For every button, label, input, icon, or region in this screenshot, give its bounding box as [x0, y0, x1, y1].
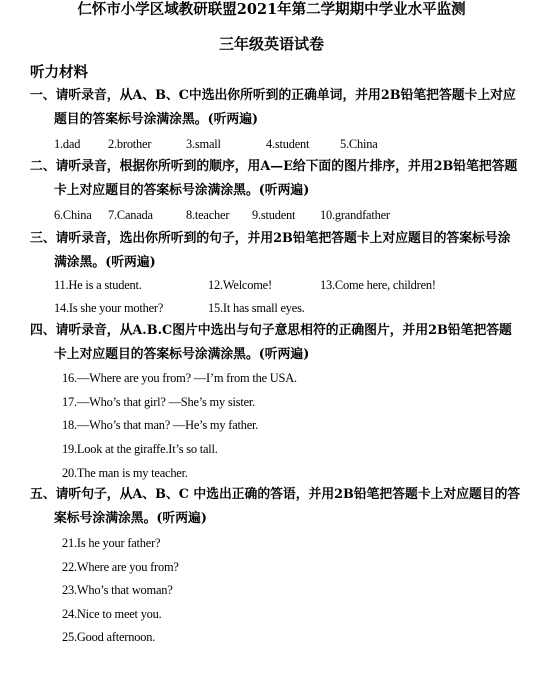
- question-2-instruction: [30, 155, 535, 203]
- q2-item-10: 10.grandfather: [320, 208, 390, 222]
- exam-subtitle: 三年级英语试卷: [218, 35, 324, 53]
- q4-item-18: 18.—Who’s that man? —He’s my father.: [62, 418, 259, 432]
- q3-item-12: 12.Welcome!: [208, 278, 272, 292]
- question-5-instruction: [30, 483, 535, 531]
- q2-item-7: 7.Canada: [108, 208, 153, 222]
- question-4-line-2: 卡上对应题目的答案标号涂满涂黑。(听两遍): [54, 347, 310, 362]
- question-1-line-1: 一、请听录音，从A、B、C中选出你所听到的正确单词，并用2B铅笔把答题卡上对应: [30, 88, 516, 103]
- q2-item-9: 9.student: [252, 208, 296, 222]
- q2-item-6: 6.China: [54, 208, 92, 222]
- q3-item-11: 11.He is a student.: [54, 278, 142, 292]
- q5-item-22: 22.Where are you from?: [62, 560, 179, 574]
- q5-item-24: 24.Nice to meet you.: [62, 607, 162, 621]
- q1-item-4: 4.student: [266, 137, 310, 151]
- q1-item-3: 3.small: [186, 137, 221, 151]
- question-3-line-2: 满涂黑。(听两遍): [54, 255, 156, 270]
- question-2-line-1: 二、请听录音，根据你所听到的顺序，用A—E给下面的图片排序，并用2B铅笔把答题: [30, 159, 518, 174]
- q1-item-1: 1.dad: [54, 137, 81, 151]
- q4-item-20: 20.The man is my teacher.: [62, 466, 188, 480]
- question-3-line-1: 三、请听录音，选出你所听到的句子，并用2B铅笔把答题卡上对应题目的答案标号涂: [30, 231, 511, 246]
- q3-item-14: 14.Is she your mother?: [54, 301, 164, 315]
- q3-item-15: 15.It has small eyes.: [208, 301, 305, 315]
- q5-item-25: 25.Good afternoon.: [62, 630, 156, 644]
- question-5-line-1: 五、请听句子，从A、B、C 中选出正确的答语，并用2B铅笔把答题卡上对应题目的答: [30, 487, 521, 502]
- q3-item-13: 13.Come here, children!: [320, 278, 436, 292]
- question-1-instruction: [30, 84, 535, 132]
- question-5-line-2: 案标号涂满涂黑。(听两遍): [54, 511, 207, 526]
- question-2-line-2: 卡上对应题目的答案标号涂满涂黑。(听两遍): [54, 183, 310, 198]
- q4-item-17: 17.—Who’s that girl? —She’s my sister.: [62, 395, 256, 409]
- question-3-instruction: [30, 227, 535, 275]
- q5-item-21: 21.Is he your father?: [62, 536, 161, 550]
- q5-item-23: 23.Who’s that woman?: [62, 583, 173, 597]
- question-4-line-1: 四、请听录音，从A.B.C图片中选出与句子意思相符的正确图片，并用2B铅笔把答题: [30, 323, 512, 338]
- question-1-line-2: 题目的答案标号涂满涂黑。(听两遍): [54, 112, 259, 127]
- q4-item-16: 16.—Where are you from? —I’m from the USA.: [62, 371, 297, 385]
- q1-item-5: 5.China: [340, 137, 378, 151]
- question-4-instruction: [30, 319, 535, 367]
- q2-item-8: 8.teacher: [186, 208, 230, 222]
- section-label: 听力材料: [30, 64, 88, 81]
- exam-header-title: 仁怀市小学区域教研联盟2021年第二学期期中学业水平监测: [77, 1, 466, 18]
- q4-item-19: 19.Look at the giraffe.It’s so tall.: [62, 442, 218, 456]
- q1-item-2: 2.brother: [108, 137, 152, 151]
